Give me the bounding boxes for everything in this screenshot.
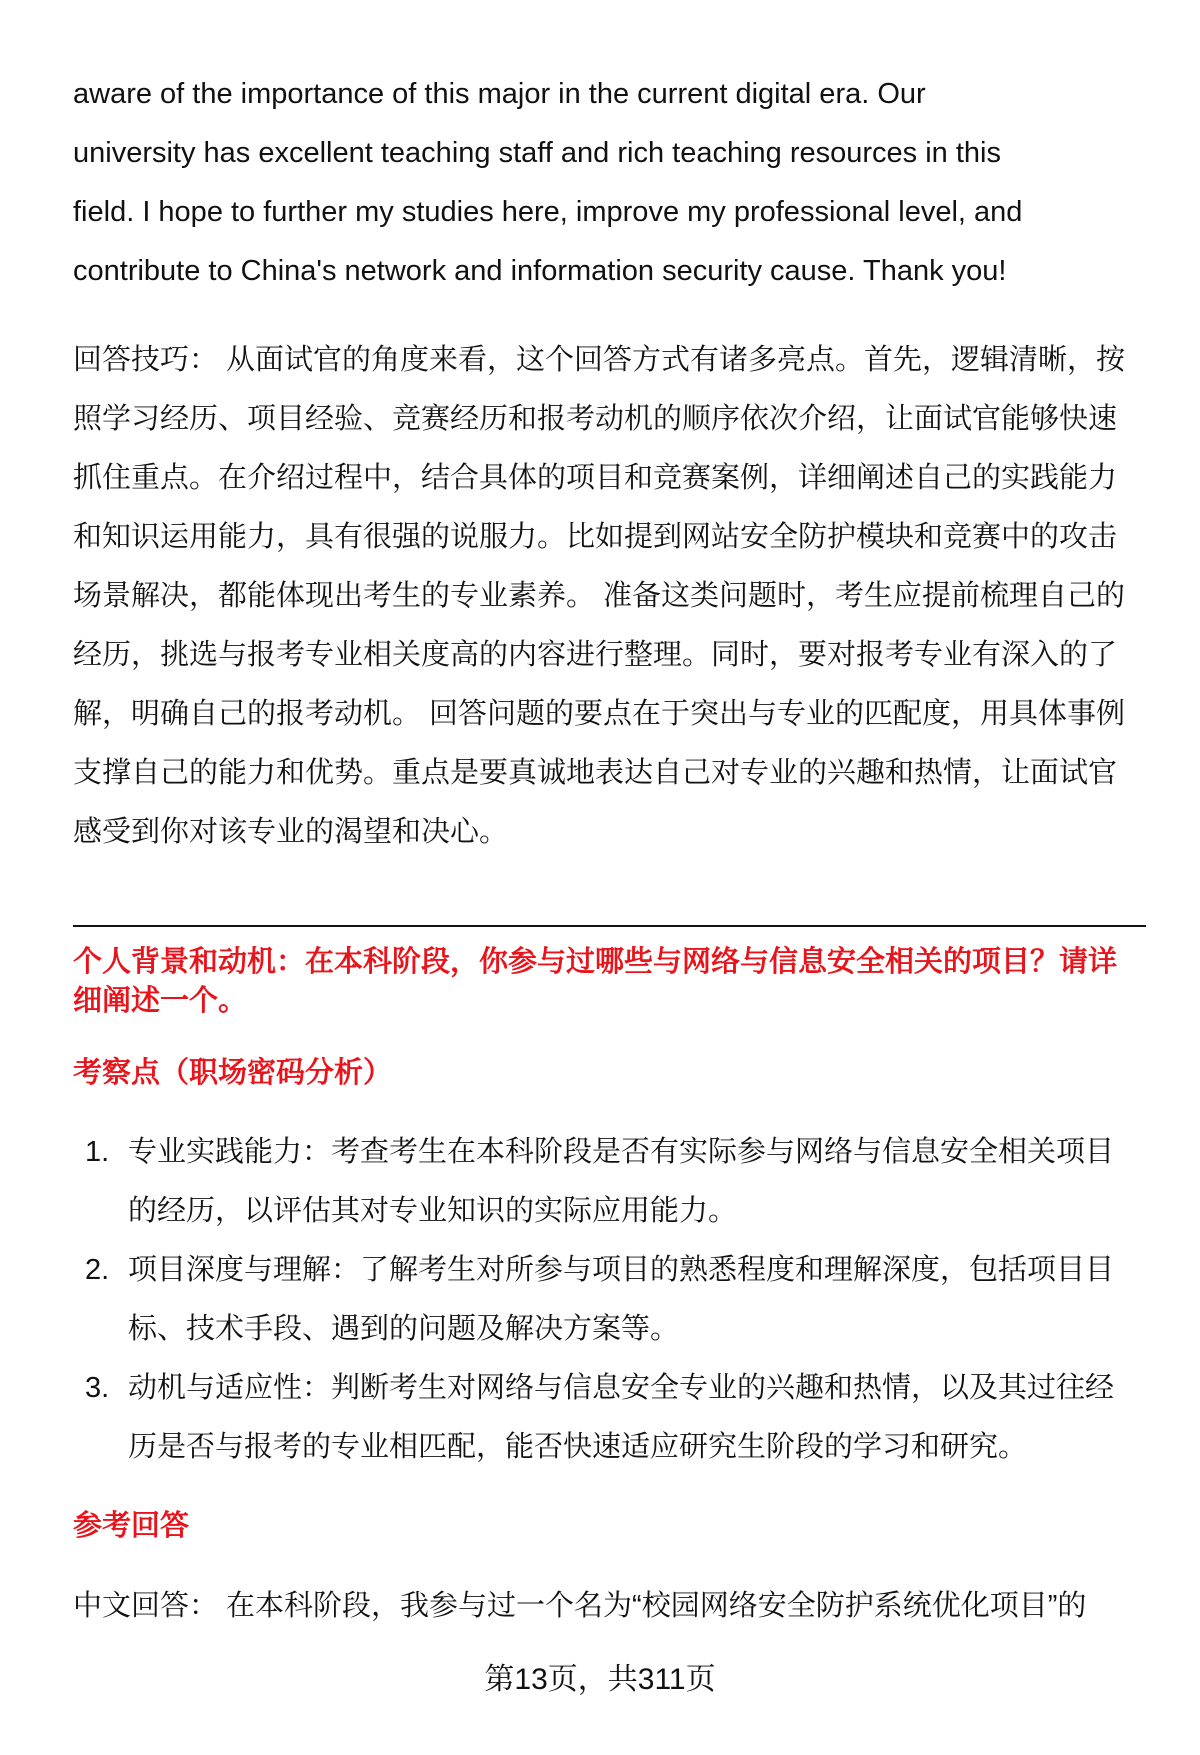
text-line: 经历，挑选与报考专业相关度高的内容进行整理。同时，要对报考专业有深入的了 <box>73 639 1118 671</box>
answer-tips <box>73 331 1153 862</box>
text-line: 历是否与报考的专业相匹配，能否快速适应研究生阶段的学习和研究。 <box>128 1431 1028 1463</box>
heading-line: 细阐述一个。 <box>73 985 248 1017</box>
heading-line: 个人背景和动机：在本科阶段，你参与过哪些与网络与信息安全相关的项目？请详 <box>73 946 1118 978</box>
text-line: 解，明确自己的报考动机。 回答问题的要点在于突出与专业的匹配度，用具体事例 <box>73 698 1126 730</box>
text-line: 回答技巧： 从面试官的角度来看，这个回答方式有诸多亮点。首先，逻辑清晰，按 <box>73 344 1126 376</box>
text-line: 和知识运用能力，具有很强的说服力。比如提到网站安全防护模块和竞赛中的攻击 <box>73 521 1118 553</box>
list-item <box>73 1359 1153 1477</box>
text-line: university has excellent teaching staff and rich teaching resources in this <box>73 137 1001 169</box>
text-line: contribute to China's network and information security cause. Thank you! <box>73 255 1007 287</box>
text-line: 的经历，以评估其对专业知识的实际应用能力。 <box>128 1195 738 1227</box>
list-item <box>73 1241 1153 1359</box>
list-number: 1. <box>85 1136 110 1168</box>
list-number: 3. <box>85 1372 110 1404</box>
text-line: 场景解决，都能体现出考生的专业素养。 准备这类问题时，考生应提前梳理自己的 <box>73 580 1126 612</box>
text-line: field. I hope to further my studies here, improve my professional level, and <box>73 196 1023 228</box>
analysis-heading: 考察点（职场密码分析） <box>73 1057 393 1089</box>
text-line: 动机与适应性：判断考生对网络与信息安全专业的兴趣和热情，以及其过往经 <box>128 1372 1115 1404</box>
text-line: 抓住重点。在介绍过程中，结合具体的项目和竞赛案例，详细阐述自己的实践能力 <box>73 462 1118 494</box>
english-answer <box>73 65 1153 301</box>
section-divider <box>73 925 1146 927</box>
list-number: 2. <box>85 1254 110 1286</box>
text-line: 照学习经历、项目经验、竞赛经历和报考动机的顺序依次介绍，让面试官能够快速 <box>73 403 1118 435</box>
list-item <box>73 1123 1153 1241</box>
analysis-list <box>73 1123 1153 1477</box>
page-number: 第13页，共311页 <box>484 1663 716 1696</box>
question-heading <box>73 943 1153 1021</box>
text-line: 支撑自己的能力和优势。重点是要真诚地表达自己对专业的兴趣和热情，让面试官 <box>73 757 1118 789</box>
text-line: 专业实践能力：考查考生在本科阶段是否有实际参与网络与信息安全相关项目 <box>128 1136 1115 1168</box>
text-line: 项目深度与理解：了解考生对所参与项目的熟悉程度和理解深度，包括项目目 <box>128 1254 1115 1286</box>
text-line: 标、技术手段、遇到的问题及解决方案等。 <box>128 1313 680 1345</box>
chinese-answer: 中文回答： 在本科阶段，我参与过一个名为“校园网络安全防护系统优化项目”的 <box>73 1590 1087 1622</box>
reference-heading: 参考回答 <box>73 1510 190 1542</box>
text-line: aware of the importance of this major in the current digital era. Our <box>73 78 926 110</box>
text-line: 感受到你对该专业的渴望和决心。 <box>73 816 509 848</box>
